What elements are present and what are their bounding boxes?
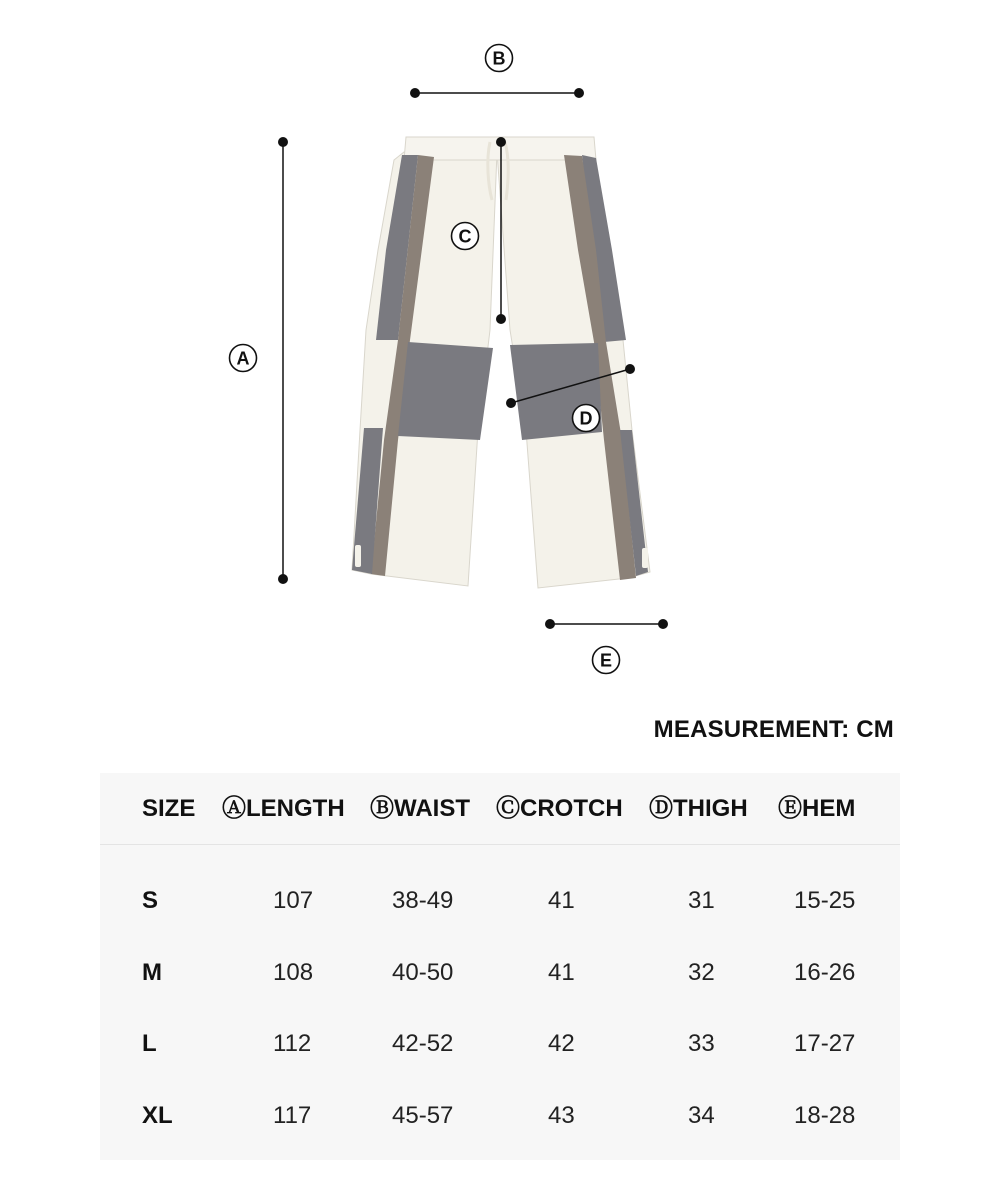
header-crotch: ⒸCROTCH	[496, 795, 623, 822]
marker-a-label: A	[236, 348, 250, 369]
row-thigh: 34	[688, 1102, 715, 1129]
row-crotch: 42	[548, 1030, 575, 1057]
row-hem: 15-25	[794, 887, 856, 914]
row-thigh: 31	[688, 887, 715, 914]
row-waist: 45-57	[392, 1102, 454, 1129]
header-hem: ⒺHEM	[778, 795, 856, 822]
row-hem: 16-26	[794, 959, 856, 986]
row-thigh: 32	[688, 959, 715, 986]
marker-d	[573, 405, 600, 432]
marker-e	[593, 647, 620, 674]
marker-d-label: D	[579, 408, 593, 429]
row-crotch: 41	[548, 959, 575, 986]
marker-a	[230, 345, 257, 372]
row-waist: 38-49	[392, 887, 454, 914]
row-size: S	[142, 887, 159, 914]
row-thigh: 33	[688, 1030, 715, 1057]
row-waist: 42-52	[392, 1030, 454, 1057]
row-hem: 17-27	[794, 1030, 856, 1057]
size-chart-table	[100, 773, 900, 1160]
header-thigh: ⒹTHIGH	[649, 795, 748, 822]
row-crotch: 43	[548, 1102, 575, 1129]
marker-b-label: B	[492, 48, 506, 69]
row-length: 108	[273, 959, 314, 986]
row-size: L	[142, 1030, 157, 1057]
marker-b	[486, 45, 513, 72]
header-length: ⒶLENGTH	[222, 795, 345, 822]
header-size: SIZE	[142, 795, 196, 822]
row-crotch: 41	[548, 887, 575, 914]
row-size: XL	[142, 1102, 173, 1129]
marker-e-label: E	[599, 650, 613, 671]
row-hem: 18-28	[794, 1102, 856, 1129]
marker-c-label: C	[458, 226, 472, 247]
row-length: 107	[273, 887, 314, 914]
header-waist: ⒷWAIST	[370, 795, 470, 822]
row-length: 117	[273, 1102, 312, 1129]
marker-c	[452, 223, 479, 250]
table-header-row	[100, 773, 900, 845]
row-length: 112	[273, 1030, 312, 1057]
row-size: M	[142, 959, 162, 986]
row-waist: 40-50	[392, 959, 454, 986]
measurement-unit-label: MEASUREMENT: CM	[653, 716, 894, 743]
